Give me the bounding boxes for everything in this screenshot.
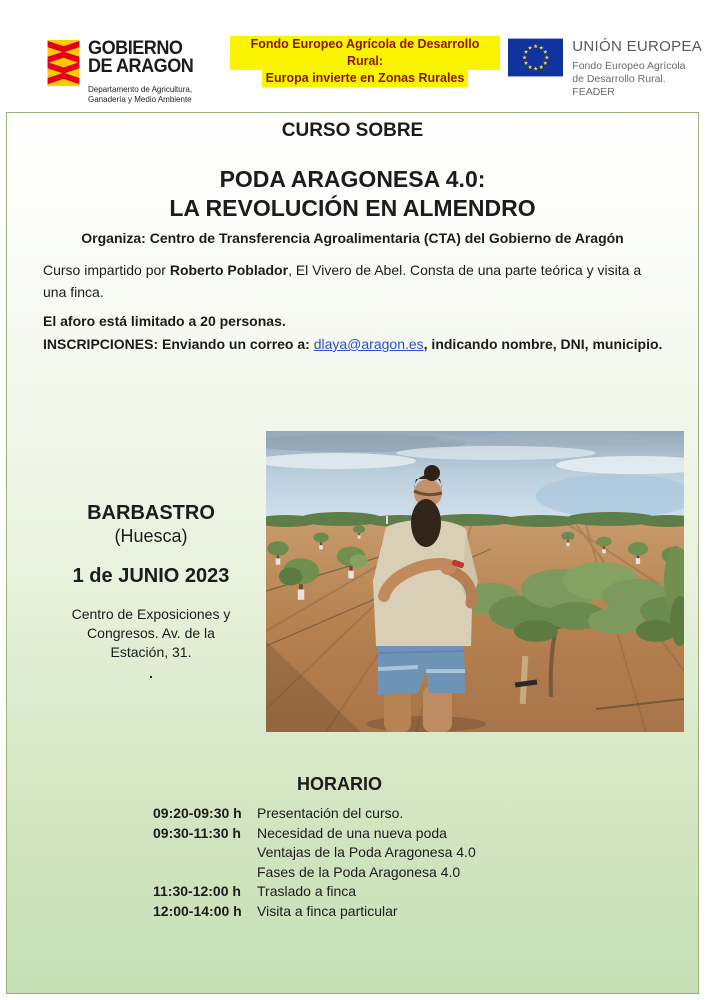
feader-banner-line1: Fondo Europeo Agrícola de Desarrollo Rural: <box>230 36 500 70</box>
description-suffix: , El Vivero de Abel. Consta de una parte teórica y visita a una finca. <box>43 262 642 300</box>
instructor-name: Roberto Poblador <box>169 262 289 278</box>
inscriptions-line <box>43 334 668 356</box>
eu-block <box>508 38 707 99</box>
schedule-row <box>153 804 476 824</box>
schedule-row <box>153 824 476 883</box>
logo-dept-line1: Departamento de Agricultura, <box>88 85 193 94</box>
logo-department <box>88 85 199 105</box>
organizer-line: Organiza: Centro de Transferencia Agroalimentaria (CTA) del Gobierno de Aragón <box>81 230 624 246</box>
event-city: BARBASTRO <box>87 502 215 524</box>
schedule-row <box>153 882 476 902</box>
orchard-pruning-photo <box>266 431 684 732</box>
schedule-activity-line: Necesidad de una nueva poda <box>257 824 447 841</box>
schedule-row <box>153 902 476 922</box>
orchard-photo-graphic <box>266 431 684 732</box>
event-venue-line1: Centro de Exposiciones y <box>71 606 231 622</box>
photo-treeline <box>266 512 684 527</box>
event-details <box>31 501 271 681</box>
course-title-line2: LA REVOLUCIÓN EN ALMENDRO <box>169 195 536 221</box>
eu-flag-icon <box>508 38 563 77</box>
gobierno-aragon-logo <box>46 40 199 105</box>
event-province: (Huesca) <box>114 526 188 546</box>
page-header <box>0 0 707 112</box>
schedule-activity <box>249 824 476 883</box>
schedule-activity-line: Presentación del curso. <box>257 805 404 821</box>
schedule-activity <box>249 902 398 922</box>
course-title-line1: PODA ARAGONESA 4.0: <box>219 166 486 192</box>
course-title <box>7 165 698 223</box>
schedule-title: HORARIO <box>297 774 382 794</box>
schedule-activity-line: Fases de la Poda Aragonesa 4.0 <box>257 863 461 880</box>
eu-subtitle-line1: Fondo Europeo Agrícola <box>572 60 686 72</box>
inscription-email-link[interactable]: dlaya@aragon.es <box>313 336 424 352</box>
schedule-time: 12:00-14:00 h <box>153 902 242 919</box>
event-venue <box>31 605 271 662</box>
gobierno-aragon-logo-text <box>88 40 199 105</box>
course-kicker: CURSO SOBRE <box>281 120 424 141</box>
eu-texts <box>572 38 707 99</box>
schedule-activity-line: Ventajas de la Poda Aragonesa 4.0 <box>257 844 476 860</box>
schedule-activity-line: Visita a finca particular <box>257 902 398 919</box>
logo-title-line2: DE ARAGON <box>88 56 194 77</box>
description-prefix: Curso impartido por <box>43 262 170 278</box>
feader-banner <box>230 36 500 87</box>
eu-title: UNIÓN EUROPEA <box>572 38 703 55</box>
inscriptions-prefix: INSCRIPCIONES: Enviando un correo a: <box>43 336 314 352</box>
schedule-activity <box>249 882 356 902</box>
schedule-time: 09:20-09:30 h <box>153 805 242 821</box>
course-description <box>43 259 668 303</box>
event-venue-line3: Estación, 31. <box>110 644 192 660</box>
schedule-activity <box>249 804 403 824</box>
schedule-time: 11:30-12:00 h <box>153 883 241 899</box>
schedule-time: 09:30-11:30 h <box>153 824 241 841</box>
eu-subtitle-line2: de Desarrollo Rural. FEADER <box>572 73 666 98</box>
feader-banner-line2: Europa invierte en Zonas Rurales <box>262 70 469 87</box>
logo-dept-line2: Ganadería y Medio Ambiente <box>88 95 192 104</box>
poster-body <box>6 112 699 994</box>
aragon-flag-icon <box>46 40 81 86</box>
schedule-list <box>153 804 476 921</box>
event-trailing-dot: . <box>149 665 153 681</box>
capacity-line: El aforo está limitado a 20 personas. <box>43 313 286 329</box>
schedule-activity-line: Traslado a finca <box>257 883 357 899</box>
logo-title-line1: GOBIERNO <box>88 38 183 59</box>
eu-subtitle <box>572 60 707 99</box>
event-date: 1 de JUNIO 2023 <box>72 565 230 587</box>
inscriptions-suffix: , indicando nombre, DNI, municipio. <box>423 336 663 352</box>
event-venue-line2: Congresos. Av. de la <box>87 625 215 641</box>
